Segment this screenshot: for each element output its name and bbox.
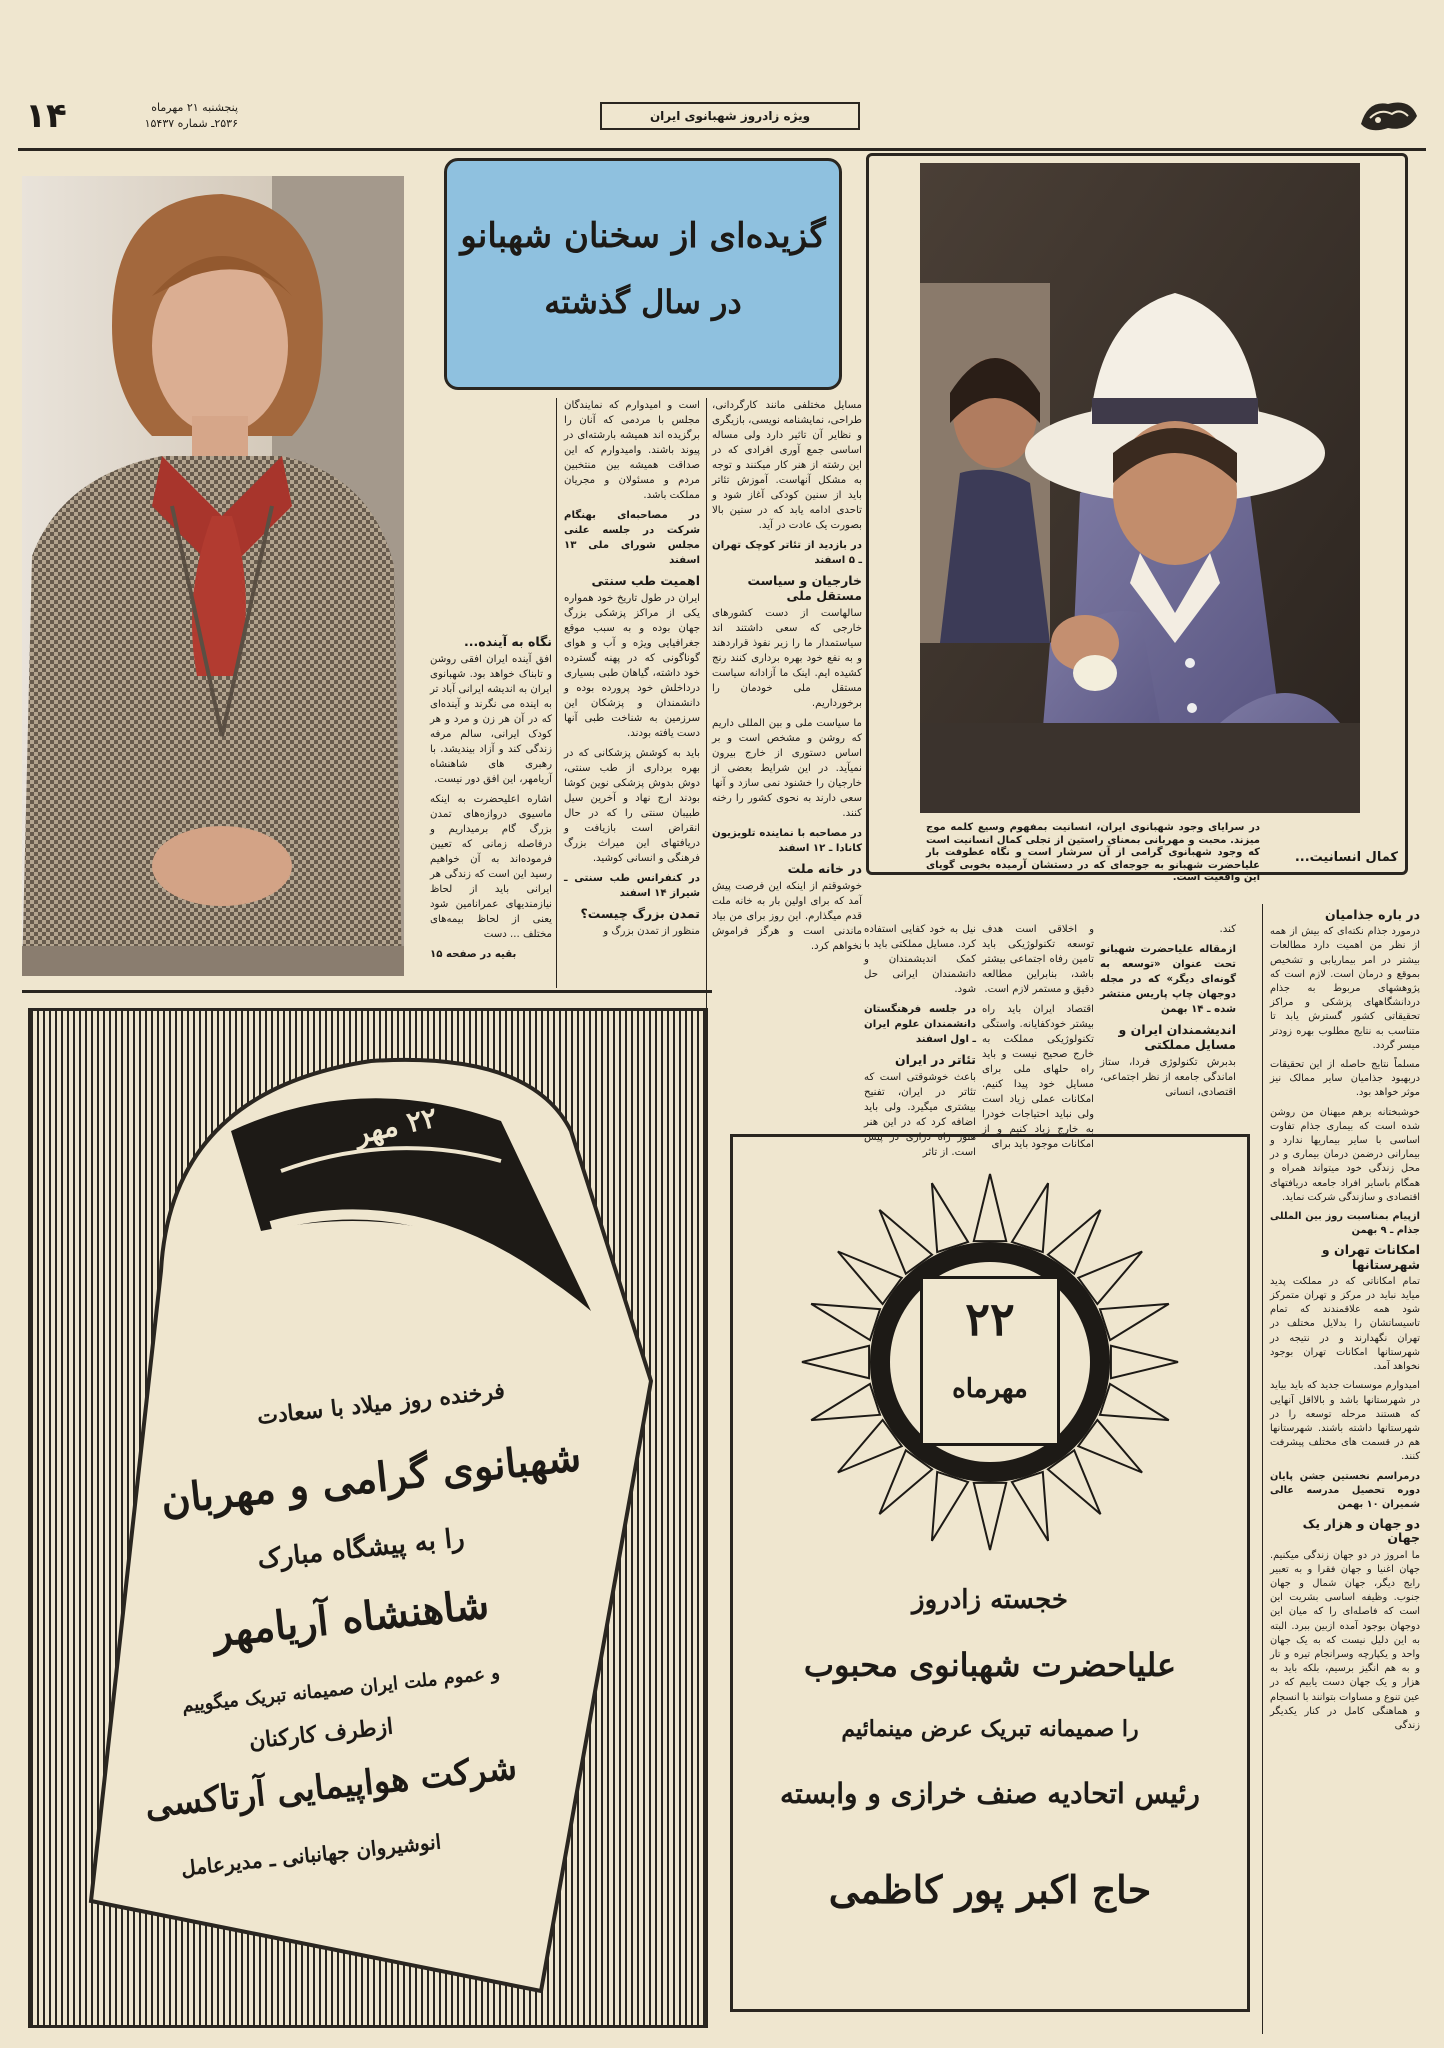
col-a-heading: خارجیان و سیاست مستقل ملی bbox=[747, 573, 862, 603]
col-d-heading: تئاتر در ایران bbox=[895, 1052, 976, 1067]
col-b-source: در کنفرانس طب سنتی ـ شیراز ۱۴ اسفند bbox=[564, 873, 700, 899]
col-b-heading: تمدن بزرگ چیست؟ bbox=[580, 906, 700, 921]
headline-line2: در سال گذشته bbox=[544, 283, 742, 321]
ad-line-3: را به پیشگاه مبارک bbox=[256, 1523, 466, 1575]
sun-ray bbox=[1048, 1210, 1101, 1274]
col-b-heading: اهمیت طب سنتی bbox=[591, 573, 700, 588]
col-e-paragraph: اقتصاد ایران باید راه بیشتر خودکفایانه. واستگی تکنولوژیکی مملکت به خارج صحیح نیست و باید راه حلهای ملی برای مسایل خود پیدا کنیم. امکانات عملی زیاد است ولی نباید احتیاجات خودرا به خارج زیاد کنیم و از امکانات موجود باید برای bbox=[982, 1004, 1094, 1150]
sun-ray bbox=[1012, 1472, 1048, 1541]
col-g-heading: در باره جذامیان bbox=[1325, 907, 1420, 922]
ad-book-date: ۲۲ مهر bbox=[351, 1100, 441, 1151]
ad-line-1: فرخنده روز میلاد با سعادت bbox=[255, 1378, 507, 1430]
col-b-source: در مصاحبه‌ای بهنگام شرکت در جلسه علنی مجلس شورای ملی ۱۳ اسفند bbox=[564, 510, 700, 566]
col-c-paragraph: اشاره اعلیحضرت به اینکه ماسیوی دروازه‌های تمدن بزرگ گام برمیداریم و درفاصله زمانی که تعیین فرموده‌اند به آن خواهیم رسید این است که زندگی هر ایرانی باید از لحاظ نیازمندیهای عمرانامین شود یعنی از لحاظ بیمه‌های مختلف ... دست bbox=[430, 794, 552, 940]
sun-ray bbox=[1078, 1251, 1142, 1304]
sun-ray bbox=[1078, 1420, 1142, 1473]
col-g-heading: دو جهان و هزار یک جهان bbox=[1302, 1516, 1420, 1546]
ad-line-5: و عموم ملت ایران صمیمانه تبریک میگوییم bbox=[181, 1662, 501, 1717]
header-rule bbox=[18, 148, 1426, 151]
sun-ray bbox=[1048, 1450, 1101, 1514]
ad-line-6: ازطرف کارکنان bbox=[247, 1713, 395, 1755]
issue-date bbox=[78, 100, 238, 136]
col-f-paragraph: بدبرش تکنولوژی فردا، ستاز اماندگی جامعه از نظر اجتماعی، اقتصادی، انسانی bbox=[1100, 1057, 1236, 1098]
col-g-paragraph: مسلماً نتایج حاصله از این تحقیقات دربهبود جذامیان سایر ممالک نیز موثر خواهد بود. bbox=[1270, 1059, 1420, 1099]
sun-ray bbox=[1012, 1183, 1048, 1252]
col-g-source: درمراسم نخستین جشن پایان دوره تحصیل مدرسه عالی شمیران ۱۰ بهمن bbox=[1270, 1470, 1420, 1510]
column-rule bbox=[556, 398, 557, 988]
col-a-heading: در خانه ملت bbox=[787, 861, 862, 876]
col-g-paragraph: درمورد جذام نکته‌ای که بیش از همه از نظر من اهمیت دارد مطالعات بیشتر در امر بیماریابی و تشخیص بموقع و درمان است. لازم است که پژوهشهای مربوط به جذام دردانشگاههای پزشکی و مراکز تحقیقاتی کشور گسترش یابد تا متناسب به نتایج مطلوب بهره زودتر میسر گردد. bbox=[1270, 926, 1420, 1051]
sun-ray bbox=[879, 1450, 932, 1514]
ad-line-2: شهبانوی گرامی و مهربان bbox=[158, 1433, 584, 1524]
col-f-source: ازمقاله علیاحضرت شهبانو تحت عنوان «توسعه به گونه‌ای دیگر» که در مجله دوجهان چاپ پاریس منتشر شده ـ ۱۴ بهمن bbox=[1100, 944, 1236, 1015]
sun-ray bbox=[879, 1210, 932, 1274]
guild-line-4: رئیس اتحادیه صنف خرازی و وابسته bbox=[780, 1777, 1200, 1810]
guild-line-5: حاج اکبر پور کاظمی bbox=[828, 1867, 1152, 1912]
col-b-paragraph: است و امیدوارم که نمایندگان مجلس با مردمی که آنان را برگزیده اند همیشه بارشته‌ای در پیوند باشند. وامیدوارم که این صداقت همیشه بین منتخبین مردم و مسئولان و مجریان مملکت باشد. bbox=[564, 400, 700, 501]
sun-ray bbox=[932, 1183, 968, 1252]
sun-ray bbox=[932, 1472, 968, 1541]
continued-note: بقیه در صفحه ۱۵ bbox=[430, 949, 517, 960]
page-header bbox=[18, 92, 1426, 146]
col-g-heading: امکانات تهران و شهرستانها bbox=[1321, 1242, 1420, 1272]
sun-ray bbox=[974, 1483, 1006, 1550]
article-col-c bbox=[430, 630, 552, 982]
ad-airline-greeting bbox=[28, 1008, 708, 2028]
date-line: پنجشنبه ۲۱ مهرماه bbox=[151, 101, 238, 114]
sun-ray bbox=[1100, 1384, 1169, 1420]
col-a-source: در بازدید از تئاتر کوچک تهران ـ ۵ اسفند bbox=[712, 540, 862, 566]
guild-line-2: علیاحضرت شهبانوی محبوب bbox=[803, 1646, 1177, 1684]
sun-ray bbox=[1111, 1346, 1178, 1378]
ad-line-7: شرکت هواپیمایی آرتاکسی bbox=[143, 1747, 519, 1827]
photo-caption-text: در سرایای وجود شهبانوی ایران، انسانیت بمفهوم وسیع کلمه موج میزند. محبت و مهربانی بمعنای راستین از تجلی کمال انسانیت است که وجود شهبانوی گرامی از آن سرشار است و نگاه عطوفت بار علیاحضرت شهبانو به جوجه‌ای که در دستشان آرمیده بخوبی گویای این واقعیت است. bbox=[926, 822, 1260, 883]
article-col-a bbox=[712, 398, 862, 966]
photo-empress-with-chick bbox=[920, 163, 1360, 813]
sun-ray bbox=[811, 1304, 880, 1340]
sun-day: ۲۲ bbox=[965, 1292, 1015, 1346]
headline-box bbox=[444, 158, 842, 390]
article-col-e bbox=[982, 922, 1094, 1150]
sun-ray bbox=[838, 1420, 902, 1473]
col-a-paragraph: خوشوقتم از اینکه این فرصت پیش آمد که برای اولین بار به خانه ملت قدم میگذارم. این روز برای من بیاد ماندنی است و هرگز فراموش نخواهم کرد. bbox=[712, 881, 862, 952]
col-a-paragraph: ما سیاست ملی و بین المللی داریم که روشن و مشخص است و بر اساس دستوری از خارج بیرون نمیآید. در این شرایط بعضی از خارجیان را خشنود نمی سازد و آنها سعی دارند به نحوی کشور را رخنه کنند. bbox=[712, 718, 862, 819]
ad-line-8: انوشیروان جهانبانی ـ مدیرعامل bbox=[179, 1829, 443, 1881]
col-b-paragraph: باید به کوشش پزشکانی که در بهره برداری از طب سنتی، دوش بدوش پزشکی نوین کوشا بودند ارج نهاد و آخرین سیل طبیبان سنتی را که در حال انقراض است بازیافت و دریافتهای این میراث بزرگ فرهنگی و انسانی کوشید. bbox=[564, 748, 700, 864]
col-g-paragraph: ما امروز در دو جهان زندگی میکنیم. جهان اغنیا و جهان فقرا و به تعبیر رایج دیگر، جهان شمال و جهان جنوب. وظیفه اساسی بشریت این است که فاصله‌ای را که میان این دوجهان بوجود آمده ازبین ببرد. البته به این دلیل نیست که به یک جهان واحد و یکپارچه وسرانجام تیره و تار و به هم انگیز برسیم، بلکه باید به هزار و یک جهان دست یابیم که در عین تنوع و مساوات بتوانند با انسجام و هماهنگی کامل در کنار یکدیگر زندگی bbox=[1270, 1549, 1420, 1731]
col-d-paragraph: باعث خوشوقتی است که تئاتر در ایران، تفنیح بیشتری میگیرد. ولی باید اضافه کرد که در این هنر هنوز راه درازی در پیش است. از تاثر bbox=[864, 1072, 976, 1158]
article-col-f bbox=[1100, 922, 1236, 1132]
sun-ray bbox=[974, 1174, 1006, 1241]
col-f-paragraph: کند. bbox=[1219, 924, 1236, 935]
photo-caption-title: کمال انسانیت... bbox=[1294, 850, 1398, 865]
col-d-paragraph: نیل به خود کفایی استفاده کرد. مسایل مملکتی باید با کمک اندیشمندان و دانشمندان ایرانی حل شود. bbox=[864, 924, 976, 995]
page-number: ۱۴ bbox=[25, 96, 67, 136]
issue-line: ۲۵۳۶ـ شماره ۱۵۴۳۷ bbox=[144, 117, 238, 130]
guild-line-3: را صمیمانه تبریک عرض مینمائیم bbox=[841, 1716, 1139, 1742]
sun-ray bbox=[838, 1251, 902, 1304]
sun-ray bbox=[802, 1346, 869, 1378]
supplement-title: ویژه زادروز شهبانوی ایران bbox=[600, 102, 860, 130]
headline-line1: گزیده‌ای از سخنان شهبانو bbox=[460, 216, 826, 256]
sun-month: مهرماه bbox=[952, 1374, 1028, 1404]
sun-date-box bbox=[920, 1276, 1060, 1446]
col-b-paragraph: ایران در طول تاریخ خود همواره یکی از مراکز پزشکی بزرگ جهان بوده و به سبب موقع جغرافیایی ویژه و آب و هوای گوناگونی که در پهنه گسترده خود داشته، گیاهان طبی بسیاری درداخلش خود پرورده بوده و دانشمندان و پزشکان این سرزمین به شناخت طبی آنها دست یافته بودند. bbox=[564, 593, 700, 739]
col-b-paragraph: منظور از تمدن بزرگ و bbox=[603, 926, 700, 937]
col-g-paragraph: خوشبختانه برهم میهنان من روشن شده است که بیماری جذام تفاوت اساسی با سایر بیماریها ندارد و بیمارانی درضمن درمان بیماری و در محل زندگی خود میتواند همراه و همگام باسایر افراد جامعه دریافتها‌ی اقتصادی و سازندگی شرکت نماید. bbox=[1270, 1106, 1420, 1203]
col-a-source: در مصاحبه با نماینده تلویزیون کانادا ـ ۱۲ اسفند bbox=[712, 828, 862, 854]
col-a-paragraph: سالهاست از دست کشورهای خارجی که سعی داشتند اند سیاستمدار ما را زیر نفوذ قراردهند و به نفع خود بهره برداری کنند رنج کشیده ایم. اینک ما آزادانه سیاست مستقل ملی خودمان را برخورداریم. bbox=[712, 608, 862, 709]
article-col-d bbox=[864, 922, 976, 1158]
guild-line-1: خجسته زادروز bbox=[912, 1585, 1068, 1615]
newspaper-logo bbox=[1358, 94, 1420, 136]
sun-ray bbox=[1100, 1304, 1169, 1340]
article-col-b bbox=[564, 398, 700, 986]
col-g-paragraph: امیدوارم موسسات جدید که باید بیاید در شهرستانها باشد و بالااقل آنهایی که هستند مرحله توسعه را در شهرستانها داشته باشند. شهرستانها هم در قسمت های مختلف پیشرفت کنند. bbox=[1270, 1380, 1420, 1463]
column-rule bbox=[1262, 904, 1263, 2034]
col-d-source: در جلسه فرهنگستان دانشمندان علوم ایران ـ اول اسفند bbox=[864, 1004, 976, 1045]
col-c-paragraph: افق آینده ایران افقی روشن و تابناک خواهد بود. شهبانوی ایران به اندیشه ایرانی آباد تر به اینده می نگرند و آینده‌ای که در آن هر زن و مرد و هر کودک ایرانی، سالم مرفه زندگی کند و آزاد بیندیشد. با رهبری های شاهنشاه آریامهر، این افق دور نیست. bbox=[430, 654, 552, 785]
ad-line-4: شاهنشاه آریامهر bbox=[210, 1580, 492, 1657]
col-e-paragraph: و اخلاقی است هدف توسعه تکنولوژیکی باید تامین رفاه اجتماعی بیشتر باشد، بنابراین مطالعه دقیق و مستمر لازم است. bbox=[982, 924, 1094, 995]
col-g-source: ازپیام بمناسبت روز بین المللی جذام ـ ۹ بهمن bbox=[1270, 1211, 1420, 1237]
col-f-heading: اندیشمندان ایران و مسایل مملکتی bbox=[1118, 1022, 1236, 1052]
photo-empress-portrait bbox=[22, 176, 404, 976]
section-rule bbox=[22, 990, 712, 993]
article-col-g bbox=[1270, 904, 1420, 2034]
sun-ray bbox=[811, 1384, 880, 1420]
col-c-heading: نگاه به آینده... bbox=[464, 634, 552, 649]
col-a-paragraph: مسایل مختلفی مانند کارگردانی، طراحی، نمایشنامه نویسی، بازیگری و نظایر آن تاثیر دارد ولی مساله اساسی جمع آوری افرادی که در این رشته از هنر کار میکنند و توجه به مشکل آنهاست. آموزش تئاتر باید از سنین کودکی آغاز شود و تاحدی ادامه یابد که در سنین بالا بصورت یک عادت در آید. bbox=[712, 400, 862, 531]
col-g-paragraph: تمام امکاناتی که در مملکت پدید میاید نباید در مرکز و تهران متمرکز شود همه علاقمندند که تمام تاسیساتشان را بدلایل مختلف در تهران نگهدارند و در نتیجه در شهرستانها امکانات تهران بوجود نخواهد آمد. bbox=[1270, 1275, 1420, 1373]
